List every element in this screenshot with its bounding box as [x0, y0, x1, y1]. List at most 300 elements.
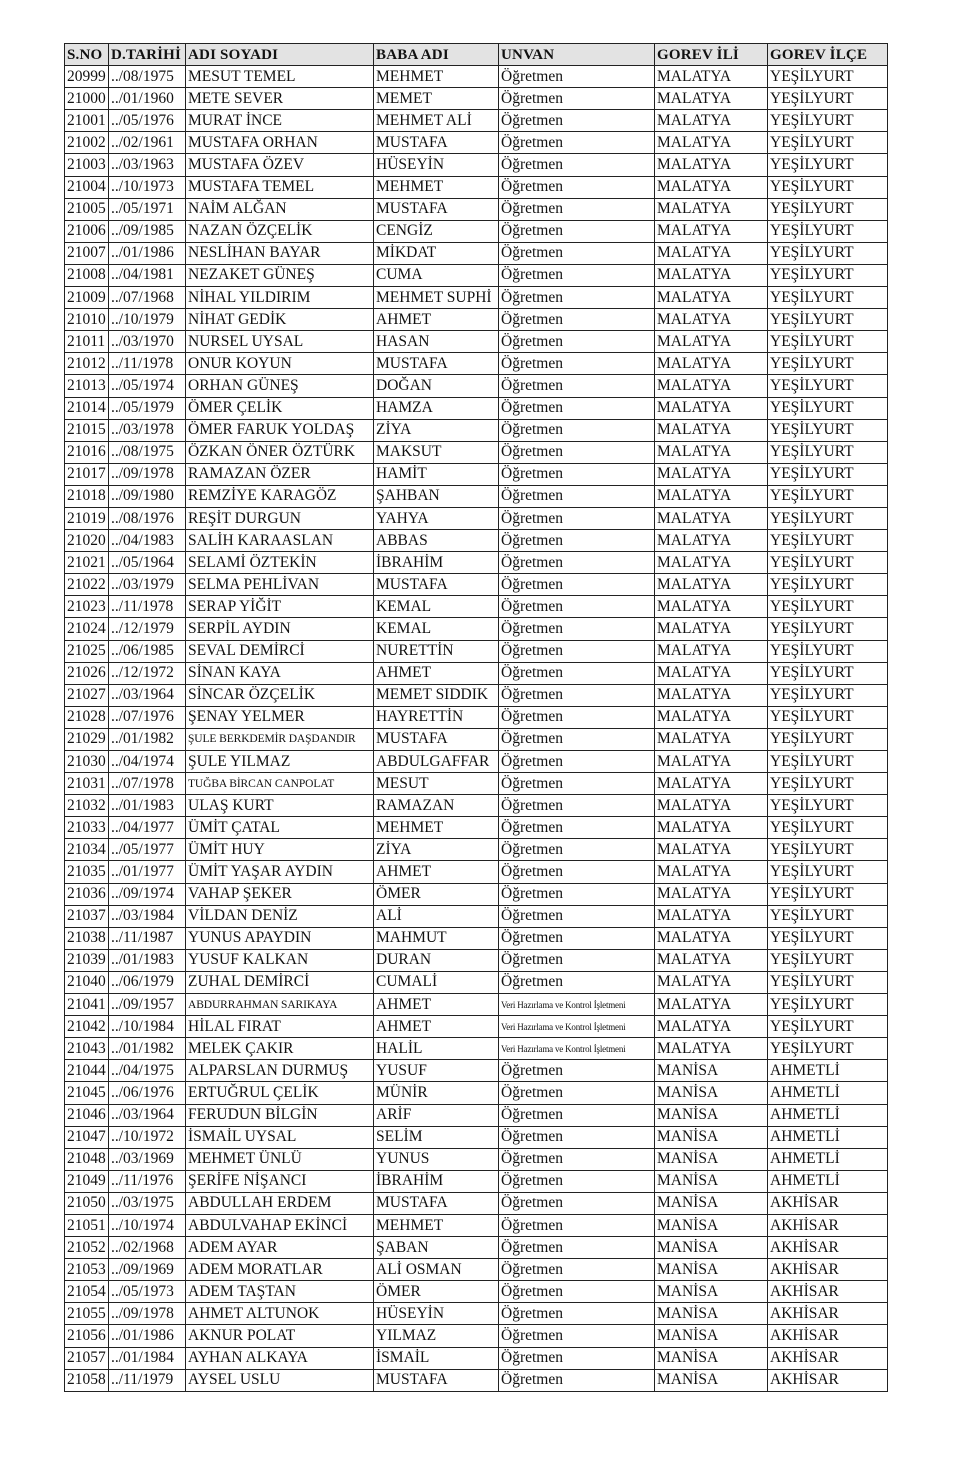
cell-city: MALATYA — [655, 507, 768, 529]
cell-father-name: MUSTAFA — [374, 728, 499, 750]
cell-sno: 21041 — [65, 994, 109, 1016]
cell-birth-date: ../03/1984 — [109, 905, 186, 927]
cell-district: AKHİSAR — [768, 1259, 888, 1281]
cell-full-name: FERUDUN BİLGİN — [186, 1104, 374, 1126]
cell-birth-date: ../09/1978 — [109, 463, 186, 485]
cell-district: AHMETLİ — [768, 1060, 888, 1082]
cell-title: Öğretmen — [499, 1192, 655, 1214]
cell-father-name: ABDULGAFFAR — [374, 751, 499, 773]
cell-title: Öğretmen — [499, 331, 655, 353]
cell-father-name: MUSTAFA — [374, 574, 499, 596]
cell-father-name: SELİM — [374, 1126, 499, 1148]
cell-city: MALATYA — [655, 971, 768, 993]
cell-sno: 21015 — [65, 419, 109, 441]
cell-full-name: ÖMER ÇELİK — [186, 397, 374, 419]
cell-father-name: ÖMER — [374, 1281, 499, 1303]
cell-sno: 21036 — [65, 883, 109, 905]
cell-district: YEŞİLYURT — [768, 839, 888, 861]
cell-city: MALATYA — [655, 198, 768, 220]
cell-sno: 21022 — [65, 574, 109, 596]
cell-title: Öğretmen — [499, 463, 655, 485]
cell-title: Öğretmen — [499, 176, 655, 198]
cell-father-name: İSMAİL — [374, 1347, 499, 1369]
cell-sno: 21039 — [65, 949, 109, 971]
cell-title: Öğretmen — [499, 1170, 655, 1192]
cell-full-name: ŞENAY YELMER — [186, 706, 374, 728]
cell-title: Öğretmen — [499, 1259, 655, 1281]
cell-birth-date: ../09/1980 — [109, 485, 186, 507]
table-row — [65, 861, 888, 883]
cell-city: MALATYA — [655, 883, 768, 905]
cell-city: MANİSA — [655, 1192, 768, 1214]
document-page — [64, 43, 887, 1392]
cell-sno: 21016 — [65, 441, 109, 463]
cell-title: Öğretmen — [499, 574, 655, 596]
cell-title: Öğretmen — [499, 883, 655, 905]
table-row — [65, 264, 888, 286]
cell-title: Öğretmen — [499, 485, 655, 507]
cell-city: MALATYA — [655, 618, 768, 640]
cell-district: YEŞİLYURT — [768, 397, 888, 419]
cell-title: Öğretmen — [499, 1104, 655, 1126]
cell-birth-date: ../04/1983 — [109, 530, 186, 552]
cell-title: Öğretmen — [499, 1281, 655, 1303]
table-row — [65, 1259, 888, 1281]
cell-title: Öğretmen — [499, 728, 655, 750]
cell-birth-date: ../05/1976 — [109, 110, 186, 132]
cell-sno: 21005 — [65, 198, 109, 220]
cell-birth-date: ../09/1985 — [109, 220, 186, 242]
cell-city: MALATYA — [655, 242, 768, 264]
cell-birth-date: ../05/1977 — [109, 839, 186, 861]
cell-sno: 21013 — [65, 375, 109, 397]
cell-birth-date: ../04/1981 — [109, 264, 186, 286]
cell-sno: 21025 — [65, 640, 109, 662]
cell-sno: 21021 — [65, 552, 109, 574]
table-row — [65, 1170, 888, 1192]
cell-full-name: AYHAN ALKAYA — [186, 1347, 374, 1369]
cell-full-name: MEHMET ÜNLÜ — [186, 1148, 374, 1170]
cell-birth-date: ../11/1976 — [109, 1170, 186, 1192]
table-row — [65, 1060, 888, 1082]
cell-sno: 21058 — [65, 1369, 109, 1391]
cell-title: Öğretmen — [499, 773, 655, 795]
cell-birth-date: ../04/1975 — [109, 1060, 186, 1082]
table-row — [65, 1303, 888, 1325]
cell-full-name: YUSUF KALKAN — [186, 949, 374, 971]
cell-birth-date: ../07/1976 — [109, 706, 186, 728]
cell-title: Öğretmen — [499, 618, 655, 640]
cell-birth-date: ../03/1978 — [109, 419, 186, 441]
cell-district: YEŞİLYURT — [768, 242, 888, 264]
cell-birth-date: ../10/1974 — [109, 1214, 186, 1236]
table-row — [65, 751, 888, 773]
cell-father-name: AHMET — [374, 861, 499, 883]
cell-birth-date: ../05/1971 — [109, 198, 186, 220]
cell-city: MALATYA — [655, 1038, 768, 1060]
table-row — [65, 927, 888, 949]
cell-birth-date: ../03/1975 — [109, 1192, 186, 1214]
cell-sno: 21026 — [65, 662, 109, 684]
cell-city: MALATYA — [655, 773, 768, 795]
cell-city: MALATYA — [655, 309, 768, 331]
cell-title: Öğretmen — [499, 507, 655, 529]
cell-birth-date: ../01/1982 — [109, 1038, 186, 1060]
cell-title: Öğretmen — [499, 1369, 655, 1391]
cell-full-name: MUSTAFA ÖZEV — [186, 154, 374, 176]
cell-father-name: CENGİZ — [374, 220, 499, 242]
cell-full-name: İSMAİL UYSAL — [186, 1126, 374, 1148]
cell-full-name: SELMA PEHLİVAN — [186, 574, 374, 596]
cell-title: Öğretmen — [499, 861, 655, 883]
table-row — [65, 309, 888, 331]
cell-father-name: ZİYA — [374, 839, 499, 861]
cell-father-name: ÖMER — [374, 883, 499, 905]
cell-father-name: ZİYA — [374, 419, 499, 441]
cell-birth-date: ../03/1969 — [109, 1148, 186, 1170]
cell-district: YEŞİLYURT — [768, 552, 888, 574]
cell-father-name: MEHMET — [374, 176, 499, 198]
cell-full-name: ADEM TAŞTAN — [186, 1281, 374, 1303]
cell-city: MALATYA — [655, 927, 768, 949]
cell-title: Öğretmen — [499, 110, 655, 132]
cell-city: MALATYA — [655, 751, 768, 773]
cell-sno: 21052 — [65, 1237, 109, 1259]
cell-city: MANİSA — [655, 1104, 768, 1126]
cell-full-name: NİHAT GEDİK — [186, 309, 374, 331]
cell-sno: 21007 — [65, 242, 109, 264]
cell-title: Veri Hazırlama ve Kontrol İşletmeni — [499, 1038, 655, 1060]
cell-father-name: MUSTAFA — [374, 1192, 499, 1214]
cell-father-name: MİKDAT — [374, 242, 499, 264]
cell-title: Öğretmen — [499, 375, 655, 397]
cell-city: MALATYA — [655, 441, 768, 463]
table-row — [65, 88, 888, 110]
table-row — [65, 1016, 888, 1038]
cell-city: MANİSA — [655, 1237, 768, 1259]
cell-title: Öğretmen — [499, 154, 655, 176]
cell-district: YEŞİLYURT — [768, 618, 888, 640]
cell-birth-date: ../10/1984 — [109, 1016, 186, 1038]
personnel-table — [64, 43, 888, 1392]
cell-father-name: AHMET — [374, 994, 499, 1016]
cell-full-name: VAHAP ŞEKER — [186, 883, 374, 905]
header-district: GOREV İLÇE — [768, 44, 888, 66]
cell-full-name: SALİH KARAASLAN — [186, 530, 374, 552]
cell-district: YEŞİLYURT — [768, 309, 888, 331]
cell-birth-date: ../05/1979 — [109, 397, 186, 419]
table-row — [65, 706, 888, 728]
table-row — [65, 994, 888, 1016]
cell-birth-date: ../09/1957 — [109, 994, 186, 1016]
table-row — [65, 66, 888, 88]
cell-city: MALATYA — [655, 1016, 768, 1038]
cell-city: MALATYA — [655, 287, 768, 309]
table-row — [65, 1237, 888, 1259]
cell-birth-date: ../06/1979 — [109, 971, 186, 993]
cell-father-name: MUSTAFA — [374, 353, 499, 375]
cell-city: MALATYA — [655, 419, 768, 441]
cell-birth-date: ../09/1974 — [109, 883, 186, 905]
cell-district: AHMETLİ — [768, 1126, 888, 1148]
cell-city: MALATYA — [655, 220, 768, 242]
cell-title: Öğretmen — [499, 1082, 655, 1104]
cell-sno: 21044 — [65, 1060, 109, 1082]
cell-district: AKHİSAR — [768, 1347, 888, 1369]
cell-title: Öğretmen — [499, 971, 655, 993]
cell-title: Öğretmen — [499, 905, 655, 927]
cell-district: YEŞİLYURT — [768, 331, 888, 353]
cell-sno: 21043 — [65, 1038, 109, 1060]
cell-father-name: ABBAS — [374, 530, 499, 552]
cell-sno: 20999 — [65, 66, 109, 88]
cell-title: Öğretmen — [499, 242, 655, 264]
table-body — [65, 66, 888, 1392]
table-row — [65, 1038, 888, 1060]
cell-father-name: YAHYA — [374, 507, 499, 529]
cell-birth-date: ../08/1975 — [109, 66, 186, 88]
cell-district: YEŞİLYURT — [768, 1038, 888, 1060]
cell-birth-date: ../10/1972 — [109, 1126, 186, 1148]
cell-full-name: ADEM AYAR — [186, 1237, 374, 1259]
cell-father-name: DOĞAN — [374, 375, 499, 397]
cell-district: YEŞİLYURT — [768, 419, 888, 441]
cell-full-name: NESLİHAN BAYAR — [186, 242, 374, 264]
cell-district: AKHİSAR — [768, 1237, 888, 1259]
cell-father-name: MUSTAFA — [374, 1369, 499, 1391]
cell-father-name: İBRAHİM — [374, 552, 499, 574]
cell-district: YEŞİLYURT — [768, 176, 888, 198]
table-row — [65, 662, 888, 684]
cell-city: MALATYA — [655, 839, 768, 861]
cell-city: MALATYA — [655, 485, 768, 507]
cell-district: YEŞİLYURT — [768, 684, 888, 706]
cell-city: MANİSA — [655, 1303, 768, 1325]
cell-full-name: RAMAZAN ÖZER — [186, 463, 374, 485]
cell-title: Öğretmen — [499, 751, 655, 773]
cell-sno: 21048 — [65, 1148, 109, 1170]
cell-birth-date: ../02/1968 — [109, 1237, 186, 1259]
cell-district: YEŞİLYURT — [768, 795, 888, 817]
cell-sno: 21045 — [65, 1082, 109, 1104]
table-row — [65, 773, 888, 795]
cell-full-name: AYSEL USLU — [186, 1369, 374, 1391]
table-row — [65, 1347, 888, 1369]
cell-father-name: MUSTAFA — [374, 198, 499, 220]
cell-district: YEŞİLYURT — [768, 817, 888, 839]
cell-father-name: HÜSEYİN — [374, 1303, 499, 1325]
cell-district: YEŞİLYURT — [768, 66, 888, 88]
cell-father-name: CUMALİ — [374, 971, 499, 993]
cell-birth-date: ../11/1978 — [109, 596, 186, 618]
cell-sno: 21034 — [65, 839, 109, 861]
cell-sno: 21008 — [65, 264, 109, 286]
cell-district: YEŞİLYURT — [768, 927, 888, 949]
cell-sno: 21054 — [65, 1281, 109, 1303]
cell-full-name: ZUHAL DEMİRCİ — [186, 971, 374, 993]
cell-sno: 21018 — [65, 485, 109, 507]
cell-title: Öğretmen — [499, 839, 655, 861]
cell-full-name: ALPARSLAN DURMUŞ — [186, 1060, 374, 1082]
cell-sno: 21056 — [65, 1325, 109, 1347]
cell-sno: 21012 — [65, 353, 109, 375]
table-row — [65, 220, 888, 242]
cell-birth-date: ../06/1976 — [109, 1082, 186, 1104]
cell-father-name: MEMET — [374, 88, 499, 110]
table-row — [65, 684, 888, 706]
cell-city: MALATYA — [655, 574, 768, 596]
cell-full-name: SİNAN KAYA — [186, 662, 374, 684]
cell-full-name: ONUR KOYUN — [186, 353, 374, 375]
cell-city: MANİSA — [655, 1325, 768, 1347]
cell-birth-date: ../02/1961 — [109, 132, 186, 154]
cell-district: YEŞİLYURT — [768, 861, 888, 883]
cell-sno: 21027 — [65, 684, 109, 706]
cell-sno: 21011 — [65, 331, 109, 353]
cell-district: YEŞİLYURT — [768, 905, 888, 927]
cell-birth-date: ../01/1960 — [109, 88, 186, 110]
cell-father-name: ALİ OSMAN — [374, 1259, 499, 1281]
cell-father-name: AHMET — [374, 309, 499, 331]
cell-birth-date: ../08/1975 — [109, 441, 186, 463]
cell-district: AKHİSAR — [768, 1192, 888, 1214]
cell-full-name: AKNUR POLAT — [186, 1325, 374, 1347]
cell-full-name: NİHAL YILDIRIM — [186, 287, 374, 309]
cell-full-name: ŞULE YILMAZ — [186, 751, 374, 773]
cell-city: MALATYA — [655, 375, 768, 397]
cell-title: Öğretmen — [499, 309, 655, 331]
cell-sno: 21019 — [65, 507, 109, 529]
table-row — [65, 419, 888, 441]
cell-father-name: ŞABAN — [374, 1237, 499, 1259]
cell-city: MALATYA — [655, 552, 768, 574]
table-row — [65, 1148, 888, 1170]
cell-sno: 21038 — [65, 927, 109, 949]
cell-district: AHMETLİ — [768, 1148, 888, 1170]
table-row — [65, 971, 888, 993]
table-row — [65, 640, 888, 662]
cell-full-name: MUSTAFA ORHAN — [186, 132, 374, 154]
cell-district: YEŞİLYURT — [768, 728, 888, 750]
cell-sno: 21046 — [65, 1104, 109, 1126]
cell-full-name: SEVAL DEMİRCİ — [186, 640, 374, 662]
cell-district: YEŞİLYURT — [768, 596, 888, 618]
cell-district: AHMETLİ — [768, 1104, 888, 1126]
cell-sno: 21051 — [65, 1214, 109, 1236]
cell-full-name: NAZAN ÖZÇELİK — [186, 220, 374, 242]
table-row — [65, 530, 888, 552]
cell-sno: 21030 — [65, 751, 109, 773]
table-row — [65, 154, 888, 176]
cell-birth-date: ../01/1983 — [109, 949, 186, 971]
cell-birth-date: ../01/1977 — [109, 861, 186, 883]
cell-father-name: CUMA — [374, 264, 499, 286]
cell-birth-date: ../01/1984 — [109, 1347, 186, 1369]
cell-district: AKHİSAR — [768, 1325, 888, 1347]
cell-sno: 21055 — [65, 1303, 109, 1325]
cell-city: MANİSA — [655, 1347, 768, 1369]
cell-full-name: ÖZKAN ÖNER ÖZTÜRK — [186, 441, 374, 463]
cell-birth-date: ../03/1979 — [109, 574, 186, 596]
cell-birth-date: ../06/1985 — [109, 640, 186, 662]
cell-title: Öğretmen — [499, 419, 655, 441]
cell-father-name: MEHMET — [374, 1214, 499, 1236]
cell-father-name: NURETTİN — [374, 640, 499, 662]
cell-father-name: İBRAHİM — [374, 1170, 499, 1192]
table-row — [65, 375, 888, 397]
cell-title: Öğretmen — [499, 353, 655, 375]
cell-birth-date: ../11/1987 — [109, 927, 186, 949]
cell-city: MALATYA — [655, 463, 768, 485]
cell-father-name: MEHMET — [374, 66, 499, 88]
cell-full-name: MUSTAFA TEMEL — [186, 176, 374, 198]
cell-sno: 21006 — [65, 220, 109, 242]
table-row — [65, 463, 888, 485]
cell-sno: 21000 — [65, 88, 109, 110]
cell-city: MALATYA — [655, 66, 768, 88]
cell-birth-date: ../05/1973 — [109, 1281, 186, 1303]
cell-city: MALATYA — [655, 88, 768, 110]
cell-title: Öğretmen — [499, 640, 655, 662]
cell-full-name: REMZİYE KARAGÖZ — [186, 485, 374, 507]
table-row — [65, 905, 888, 927]
cell-district: YEŞİLYURT — [768, 220, 888, 242]
table-row — [65, 728, 888, 750]
cell-title: Öğretmen — [499, 949, 655, 971]
cell-district: YEŞİLYURT — [768, 88, 888, 110]
cell-title: Öğretmen — [499, 1237, 655, 1259]
cell-city: MALATYA — [655, 684, 768, 706]
cell-title: Öğretmen — [499, 287, 655, 309]
cell-father-name: DURAN — [374, 949, 499, 971]
cell-sno: 21001 — [65, 110, 109, 132]
cell-city: MALATYA — [655, 905, 768, 927]
cell-full-name: ÖMER FARUK YOLDAŞ — [186, 419, 374, 441]
cell-title: Öğretmen — [499, 530, 655, 552]
cell-city: MALATYA — [655, 640, 768, 662]
cell-father-name: MEHMET SUPHİ — [374, 287, 499, 309]
cell-birth-date: ../10/1979 — [109, 309, 186, 331]
cell-district: AKHİSAR — [768, 1369, 888, 1391]
cell-title: Öğretmen — [499, 1214, 655, 1236]
cell-birth-date: ../05/1964 — [109, 552, 186, 574]
table-row — [65, 132, 888, 154]
cell-sno: 21009 — [65, 287, 109, 309]
cell-city: MALATYA — [655, 994, 768, 1016]
cell-father-name: MÜNİR — [374, 1082, 499, 1104]
cell-city: MALATYA — [655, 110, 768, 132]
cell-title: Öğretmen — [499, 1148, 655, 1170]
table-row — [65, 198, 888, 220]
cell-district: YEŞİLYURT — [768, 353, 888, 375]
header-father-name: BABA ADI — [374, 44, 499, 66]
cell-district: YEŞİLYURT — [768, 883, 888, 905]
table-row — [65, 176, 888, 198]
cell-full-name: NAİM ALĞAN — [186, 198, 374, 220]
cell-father-name: ARİF — [374, 1104, 499, 1126]
cell-birth-date: ../07/1978 — [109, 773, 186, 795]
cell-city: MANİSA — [655, 1148, 768, 1170]
table-row — [65, 353, 888, 375]
table-header — [65, 44, 888, 66]
cell-sno: 21032 — [65, 795, 109, 817]
table-row — [65, 507, 888, 529]
table-row — [65, 1126, 888, 1148]
table-row — [65, 331, 888, 353]
cell-full-name: REŞİT DURGUN — [186, 507, 374, 529]
cell-district: YEŞİLYURT — [768, 198, 888, 220]
cell-city: MANİSA — [655, 1082, 768, 1104]
